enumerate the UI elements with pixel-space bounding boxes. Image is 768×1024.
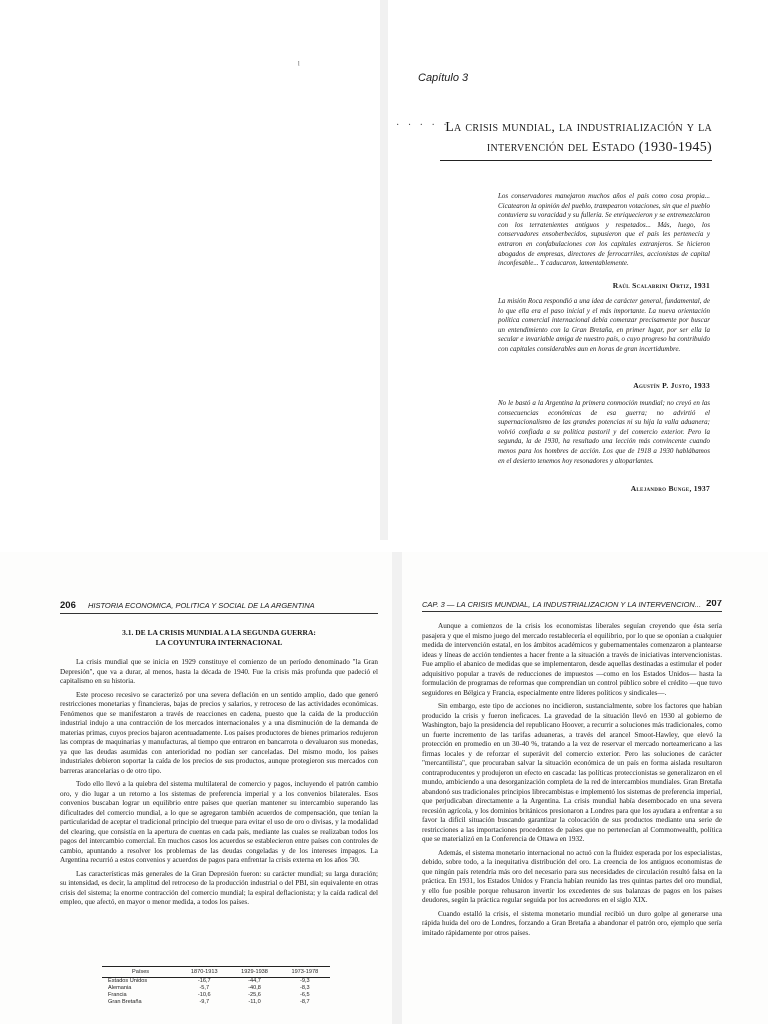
epigraph-quote-3: No le bastó a la Argentina la primera conmoción mundial; no creyó en las consecuencias económicas de esa guerra; no advirtió el supernacionalismo de las grandes potencias ni su hija la valla aduanera; volvió confiada a su política pastoril y del comercio exterior. Pero la segunda, la de 1930, ha resultado una lección más convincente cuando menos para los hombres de acción. Los que de 1918 a 1930 hablábamos en el desierto tenemos hoy resonadores y altoparlantes. xyxy=(498,399,710,465)
table-cell: -8,7 xyxy=(300,999,310,1005)
book-gutter xyxy=(392,552,402,1024)
body-text xyxy=(60,658,378,912)
paragraph: La crisis mundial que se inicia en 1929 constituye el comienzo de un período denominado "la Gran Depresión", que va a durar, al menos, hasta la década de 1940. Fue la crisis más profunda que padeció el capitalismo en su historia. xyxy=(60,658,378,685)
chapter-title-line2: intervención del Estado (1930-1945) xyxy=(440,138,712,161)
table-cell: -5,7 xyxy=(199,985,210,991)
table-cell: Gran Bretaña xyxy=(108,999,142,1005)
table-cell: -8,3 xyxy=(300,985,310,991)
paragraph: Este proceso recesivo se caracterizó por una severa deflación en un sentido amplio, dado que generó restricciones monetarias y financieras, bajas de precios y salarios, y retroceso de las actividades económicas. Fenómenos que se manifestaron a través de reacciones en cadena, puesto que la caída de la producción industrial indujo a una contracción de los mercados internacionales y a una disminución de la demanda de materias primas, cuyos precios bajaron acentuadamente. Los países productores de bienes primarios redujeron las compras de maquinarias y manufacturas, al tiempo que entraron en bancarrota o devaluaron sus monedas, ya que las deudas asumidas con anterioridad no podían ser canceladas. Del mismo modo, los países industriales debieron soportar la caída de los precios de sus productos, aunque protegieron sus mercados con barreras arancelarias o de otro tipo. xyxy=(60,690,378,775)
epigraph-author-1: Raúl Scalabrini Ortiz, 1931 xyxy=(612,281,710,290)
table-cell: -25,6 xyxy=(248,992,261,998)
table-cell: Francia xyxy=(108,992,127,998)
section-heading-line1: 3.1. DE LA CRISIS MUNDIAL A LA SEGUNDA GUERRA: xyxy=(122,628,316,637)
pencil-tick-mark: ˡ xyxy=(298,60,300,71)
table-header: Países xyxy=(102,967,179,978)
epigraph-author-2: Agustín P. Justo, 1933 xyxy=(633,381,710,390)
table-cell: -6,5 xyxy=(300,992,310,998)
running-head-text: HISTORIA ECONOMICA, POLITICA Y SOCIAL DE LA ARGENTINA xyxy=(87,601,315,610)
chapter-label: Capítulo 3 xyxy=(418,72,469,84)
section-heading-line2: LA COYUNTURA INTERNACIONAL xyxy=(155,638,283,647)
table-cell: -40,8 xyxy=(248,985,261,991)
running-head-left xyxy=(60,600,378,614)
section-heading xyxy=(60,628,378,648)
chapter-title xyxy=(440,118,712,161)
book-gutter xyxy=(380,0,388,540)
running-head-right xyxy=(422,600,722,612)
dotted-mark: · · · · · xyxy=(396,120,450,131)
table-cell: -9,7 xyxy=(199,999,210,1005)
table-row xyxy=(102,999,330,1006)
table-header: 1929-1938 xyxy=(229,967,279,978)
table-cell: -44,7 xyxy=(248,978,261,984)
table-cell: -10,6 xyxy=(197,992,211,998)
paragraph: Todo ello llevó a la quiebra del sistema multilateral de comercio y pagos, incluyendo el patrón cambio oro, y dio lugar a un retorno a los sistemas de preferencia imperial y a los convenios bilaterales. Esos convenios buscaban lograr un equilibrio entre países que querían mantener su intercambio superando las dificultades del comercio mundial, a lo que se agregaron también acuerdos de compensación, que tenían la particularidad de aceptar el tradicional principio del trueque para evitar el uso de oro o divisas, y la modalidad del clearing, que consistía en la apertura de cuentas en cada país, mediante las cuales se realizaban todos los pagos del intercambio comercial. En muchos casos los acuerdos se establecieron entre países con controles de cambio, apuntando a resolver los problemas de las deudas congeladas y de los intereses impagos. La Argentina recurrió a estos convenios y acuerdos de pagos para enfrentar la crisis externa en los años '30. xyxy=(60,780,378,864)
table-header-row xyxy=(102,967,330,978)
body-text xyxy=(422,622,722,942)
table-cell: -9,3 xyxy=(300,978,310,984)
paragraph: Sin embargo, este tipo de acciones no incidieron, sustancialmente, sobre los factores que habían producido la crisis y fueron ineficaces. La gravedad de la situación llevó en 1930 al gobierno de Washington, bajo la presidencia del republicano Hoover, a recurrir a soluciones más tradicionales, como un fuerte incremento de las tarifas aduaneras, a través del arancel Smoot-Hawley, que elevó la protección en promedio en un 30-40 %, tratando a la vez de reservar el mercado norteamericano a las firmas locales y de reforzar el superávit del comercio exterior. Pero las soluciones de carácter "mercantilista", que procuraban salvar la situación económica de un país en forma aislada resultaron contraproducentes y produjeron un efecto en cascada: las políticas proteccionistas se generalizaron en el mundo, ambiciendo a una desorganización completa de la red de intercambios mundiales. Gran Bretaña abandonó sus tradicionales principios librecambistas e implementó los sistemas de preferencia imperial, que perjudicaban directamente a la Argentina. La crisis mundial había desembocado en una severa recesión agrícola, y los dominios británicos presionaron a Londres para que los ayudara a enfrentar a su favor la difícil situación buscando garantizar la colocación de sus productos mediante una serie de restricciones a las importaciones procedentes de países que no pertenecían al Commonwealth, política que se materializó en la Conferencia de Ottawa en 1932. xyxy=(422,702,722,843)
epigraph-quote-1: Los conservadores manejaron muchos años el país como cosa propia... Cicatearon la opinión del pueblo, trampearon votaciones, sin que el pueblo contuviera su voracidad y su fullería. Se enriquecieron y se entremezclaron con los terratenientes antiguos y respetados... Más, luego, los conservadores ensoberbecidos, supusieron que el país les pertenecía y entraron en confabulaciones con los capitales extranjeros. Se hicieron abogados de empresas, directores de ferrocarriles, accionistas de capital inconfesable... Y caducaron, lamentablemente. xyxy=(498,192,710,268)
paragraph: Además, el sistema monetario internacional no actuó con la fluidez esperada por los especialistas, debido, sobre todo, a la inequitativa distribución del oro. La creencia de los antiguos economistas de que ningún país retendría más oro del necesario para sus necesidades de circulación resultó falsa en la práctica. En 1931, los Estados Unidos y Francia habían reunido las tres quintas partes del oro mundial, y ello fue posible porque rehusaron invertir los excedentes de sus balanzas de pagos en los países deudores, según la práctica regular seguida por los acreedores en el siglo XIX. xyxy=(422,848,722,904)
production-decline-table xyxy=(102,966,330,1006)
table-cell: Alemania xyxy=(108,985,132,991)
table-header: 1973-1978 xyxy=(280,967,330,978)
chapter-title-line1: La crisis mundial, la industrialización y la xyxy=(445,120,712,135)
table-row xyxy=(102,978,330,986)
epigraph-author-3: Alejandro Bunge, 1937 xyxy=(630,484,710,493)
table-header: 1870-1913 xyxy=(179,967,229,978)
page-206 xyxy=(60,552,378,1024)
running-head-text: CAP. 3 — LA CRISIS MUNDIAL, LA INDUSTRIALIZACION Y LA INTERVENCION... xyxy=(422,600,702,609)
paragraph: Cuando estalló la crisis, el sistema monetario mundial recibió un duro golpe al generarse una rápida huida del oro de Londres, forzando a Gran Bretaña a abandonar el patrón oro, ejemplo que sería imitado rápidamente por otros países. xyxy=(422,909,722,937)
epigraph-quote-2: La misión Roca respondió a una idea de carácter general, fundamental, de lo que ella era el paso inicial y el más importante. La nueva orientación política comercial internacional debía comenzar precisamente por buscar un entendimiento con la Gran Bretaña, en primer lugar, por ser ella la secular e invariable amiga de nuestro país, o cuyo progreso ha contribuido con capitales considerables aun en horas de gran incertidumbre. xyxy=(498,297,710,353)
paragraph: Las características más generales de la Gran Depresión fueron: su carácter mundial; su larga duración; su intensidad, es decir, la amplitud del retroceso de la producción industrial o del PBI, sin equivalente en otras crisis del sistema; la enorme contracción del comercio mundial; la espiral deflacionista; y la caída radical del empleo, que afectó, en mayor o menor medida, a todos los países. xyxy=(60,869,378,906)
table-row xyxy=(102,985,330,992)
table-cell: Estados Unidos xyxy=(108,978,148,984)
bottom-page-spread xyxy=(0,552,768,1024)
table-cell: -16,7 xyxy=(197,978,211,984)
table-cell: -11,0 xyxy=(248,999,261,1005)
page-207 xyxy=(422,552,722,1024)
table-row xyxy=(102,992,330,999)
paragraph: Aunque a comienzos de la crisis los economistas liberales seguían creyendo que ésta sería pasajera y que el mismo juego del mercado restablecería el equilibrio, por lo que se oponían a cualquier medida de intervención estatal, en los ámbitos académicos y gubernamentales comenzaron a plantearse ideas y líneas de acción tendientes a hacer frente a la situación a través de iniciativas intervencionistas. Fue amplio el abanico de medidas que se implementaron, desde aquellas destinadas a estimular el poder adquisitivo popular a través de reducciones de impuestos —como en los Estados Unidos— hasta la formulación de programas de reformas que comprendían un control público sobre el crédito —que tuvo seguidores en Bélgica y Francia, especialmente entre líderes políticos y sindicales—. xyxy=(422,622,722,697)
page-number: 207 xyxy=(706,600,722,609)
page-number: 206 xyxy=(60,600,76,611)
